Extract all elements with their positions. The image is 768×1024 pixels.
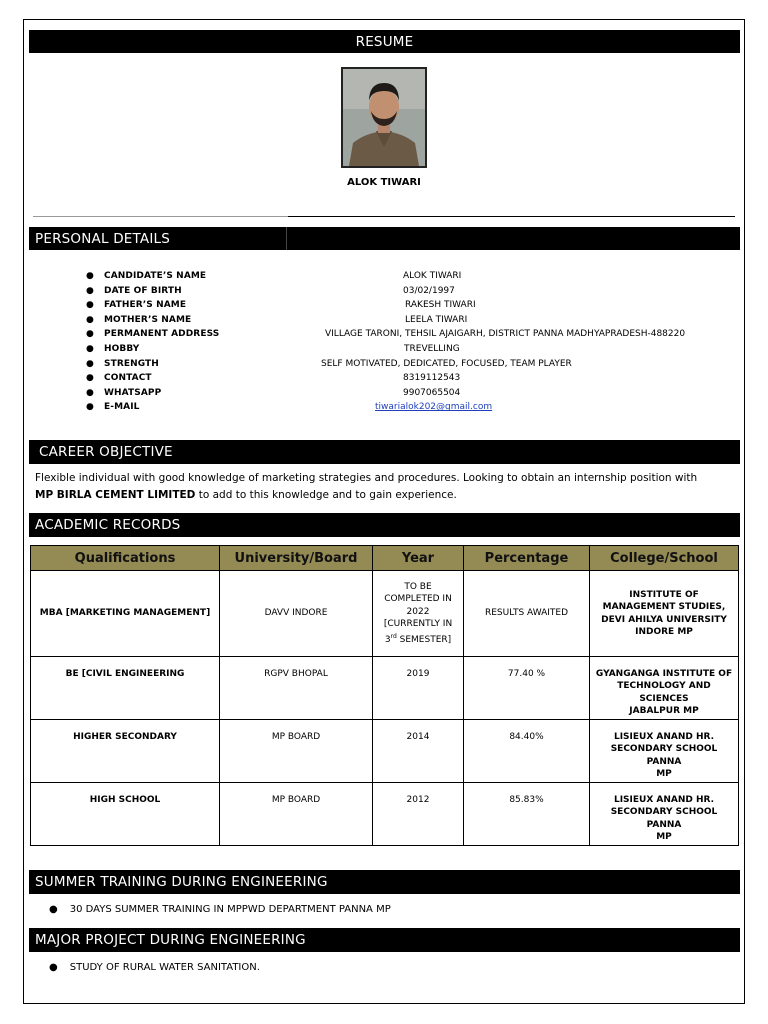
personal-detail-value: SELF MOTIVATED, DEDICATED, FOCUSED, TEAM PLAYER <box>321 358 572 369</box>
section-title-career: CAREER OBJECTIVE <box>39 444 173 460</box>
college-line: SECONDARY SCHOOL PANNA <box>610 744 718 767</box>
section-bar-academic <box>29 513 740 537</box>
bullet-icon: ● <box>49 904 58 915</box>
profile-photo <box>341 67 427 168</box>
bullet-icon: ● <box>86 373 94 384</box>
cell-year: 2019 <box>373 657 464 720</box>
college-line: DEVI AHILYA UNIVERSITY <box>601 614 727 625</box>
year-tail: SEMESTER] <box>396 634 452 645</box>
year-line: TO BE <box>404 581 432 592</box>
cell-qualification: MBA [MARKETING MANAGEMENT] <box>31 571 220 657</box>
college-line: LISIEUX ANAND HR. <box>613 732 715 742</box>
personal-detail-value: ALOK TIWARI <box>403 271 462 281</box>
personal-detail-value: 8319112543 <box>403 373 461 384</box>
table-row <box>31 783 739 846</box>
col-header-university: University/Board <box>220 546 373 571</box>
cell-college <box>590 657 739 720</box>
section-bar-project <box>29 928 740 952</box>
col-header-percentage: Percentage <box>464 546 590 571</box>
col-header-college: College/School <box>590 546 739 571</box>
personal-detail-row <box>86 286 736 301</box>
college-line: MP <box>656 832 672 843</box>
table-row <box>31 571 739 657</box>
cell-board: MP BOARD <box>220 783 373 846</box>
bullet-icon: ● <box>86 387 94 398</box>
training-item-text: 30 DAYS SUMMER TRAINING IN MPPWD DEPARTMENT PANNA MP <box>69 904 391 915</box>
email-link[interactable]: tiwarialok202@gmail.com <box>375 402 493 413</box>
personal-detail-row <box>86 300 736 315</box>
section-bar-training <box>29 870 740 894</box>
cell-college <box>590 783 739 846</box>
personal-detail-label: E-MAIL <box>104 402 140 413</box>
bullet-icon: ● <box>86 271 94 281</box>
objective-text-2: to add to this knowledge and to gain experience. <box>195 488 457 501</box>
table-row <box>31 657 739 720</box>
college-line: JABALPUR MP <box>629 706 699 717</box>
personal-detail-row <box>86 344 736 359</box>
divider <box>288 216 735 217</box>
college-line: INDORE MP <box>635 626 693 637</box>
personal-detail-label: WHATSAPP <box>104 387 162 398</box>
objective-company: MP BIRLA CEMENT LIMITED <box>35 488 196 501</box>
section-title-personal: PERSONAL DETAILS <box>35 230 171 247</box>
year-line: 2022 <box>406 606 430 617</box>
cell-year: 2014 <box>373 720 464 783</box>
bullet-icon: ● <box>86 358 94 369</box>
personal-detail-label: MOTHER’S NAME <box>104 314 192 325</box>
college-line: TECHNOLOGY AND SCIENCES <box>617 681 711 704</box>
college-line: LISIEUX ANAND HR. <box>613 795 715 805</box>
cell-college <box>590 571 739 657</box>
table-header-row <box>31 546 739 571</box>
cell-year <box>373 571 464 657</box>
bullet-icon: ● <box>86 314 94 325</box>
project-item <box>49 962 260 973</box>
cell-qualification: BE [CIVIL ENGINEERING <box>31 657 220 720</box>
resume-title: RESUME <box>355 33 414 50</box>
cell-college <box>590 720 739 783</box>
year-line: COMPLETED IN <box>384 594 452 605</box>
cell-percentage: RESULTS AWAITED <box>464 571 590 657</box>
college-line: INSTITUTE OF <box>629 589 699 600</box>
college-line: GYANGANGA INSTITUTE OF <box>595 669 733 679</box>
section-bar-career <box>29 440 740 464</box>
section-title-project: MAJOR PROJECT DURING ENGINEERING <box>35 932 306 948</box>
personal-detail-value: TREVELLING <box>404 344 460 354</box>
personal-detail-label: DATE OF BIRTH <box>104 285 182 296</box>
personal-detail-row <box>86 359 736 374</box>
college-line: MANAGEMENT STUDIES, <box>602 602 726 613</box>
personal-detail-row <box>86 329 736 344</box>
cell-qualification: HIGHER SECONDARY <box>31 720 220 783</box>
personal-detail-label: CANDIDATE’S NAME <box>104 271 207 281</box>
personal-detail-row <box>86 373 736 388</box>
resume-title-bar <box>29 30 740 53</box>
personal-detail-row <box>86 402 736 417</box>
personal-detail-row <box>86 315 736 330</box>
section-title-academic: ACADEMIC RECORDS <box>35 517 181 533</box>
bullet-icon: ● <box>86 344 94 354</box>
personal-detail-value: 03/02/1997 <box>403 285 455 296</box>
personal-detail-value: RAKESH TIWARI <box>405 300 476 311</box>
personal-detail-label: CONTACT <box>104 373 152 384</box>
year-line: [CURRENTLY IN <box>383 619 453 630</box>
bar-separator <box>286 227 287 250</box>
cell-year: 2012 <box>373 783 464 846</box>
bullet-icon: ● <box>86 285 94 296</box>
bullet-icon: ● <box>86 329 94 340</box>
section-bar-personal <box>29 226 740 250</box>
cell-percentage: 84.40% <box>464 720 590 783</box>
personal-detail-value: 9907065504 <box>403 387 461 398</box>
project-item-text: STUDY OF RURAL WATER SANITATION. <box>69 962 260 973</box>
personal-detail-value: LEELA TIWARI <box>405 314 468 325</box>
year-ordinal-suffix: rd <box>390 632 397 640</box>
cell-percentage: 85.83% <box>464 783 590 846</box>
cell-percentage: 77.40 % <box>464 657 590 720</box>
col-header-qualifications: Qualifications <box>31 546 220 571</box>
academic-records-table <box>30 545 739 846</box>
year-ordinal: 3 <box>384 634 391 645</box>
college-line: MP <box>656 769 672 780</box>
section-title-training: SUMMER TRAINING DURING ENGINEERING <box>35 874 328 890</box>
career-objective-text <box>35 470 741 503</box>
table-row <box>31 720 739 783</box>
objective-text-1: Flexible individual with good knowledge of marketing strategies and procedures. Looking to obtain an internship position with <box>35 472 698 484</box>
personal-detail-label: FATHER’S NAME <box>104 300 187 311</box>
personal-detail-label: STRENGTH <box>104 358 159 369</box>
bullet-icon: ● <box>86 300 94 311</box>
cell-qualification: HIGH SCHOOL <box>31 783 220 846</box>
divider-thin <box>33 216 288 217</box>
cell-board: RGPV BHOPAL <box>220 657 373 720</box>
profile-photo-image <box>343 69 425 166</box>
training-item <box>49 904 391 915</box>
personal-detail-label: HOBBY <box>104 344 140 354</box>
bullet-icon: ● <box>49 962 58 973</box>
candidate-name-caption: ALOK TIWARI <box>347 177 421 188</box>
personal-detail-row <box>86 271 736 286</box>
col-header-year: Year <box>373 546 464 571</box>
personal-detail-row <box>86 388 736 403</box>
cell-board: MP BOARD <box>220 720 373 783</box>
personal-detail-value: VILLAGE TARONI, TEHSIL AJAIGARH, DISTRICT PANNA MADHYAPRADESH-488220 <box>325 329 686 340</box>
personal-detail-label: PERMANENT ADDRESS <box>104 329 220 340</box>
cell-board: DAVV INDORE <box>220 571 373 657</box>
college-line: SECONDARY SCHOOL PANNA <box>610 807 718 830</box>
bullet-icon: ● <box>86 402 94 413</box>
